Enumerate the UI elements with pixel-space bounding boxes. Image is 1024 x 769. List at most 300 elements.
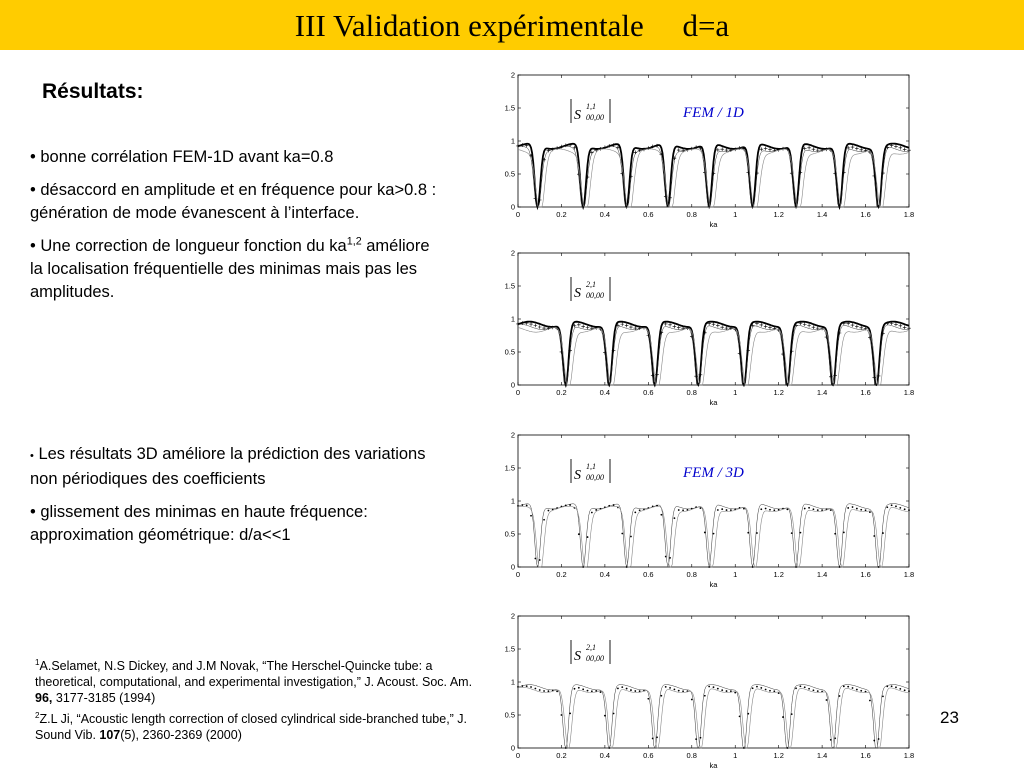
data-point: [691, 699, 693, 701]
data-point: [804, 686, 806, 688]
x-tick-label: 0: [515, 388, 521, 397]
data-point: [760, 508, 762, 510]
data-point: [759, 147, 763, 151]
series-line: [518, 328, 909, 386]
data-point: [526, 685, 528, 687]
data-point: [812, 147, 816, 151]
y-tick-label: 1: [510, 314, 515, 324]
series-line: [518, 687, 909, 748]
data-point: [721, 508, 723, 510]
data-point: [894, 323, 898, 327]
data-point: [682, 690, 684, 692]
data-point: [556, 690, 558, 692]
x-tick-label: 0.8: [686, 570, 697, 579]
data-point: [773, 509, 775, 511]
data-point: [786, 508, 788, 510]
data-point: [581, 325, 585, 329]
data-point: [521, 685, 523, 687]
data-point: [600, 691, 602, 693]
data-point: [899, 324, 903, 328]
x-tick-label: 1.2: [773, 388, 784, 397]
x-tick-label: 0.6: [643, 388, 654, 397]
data-point: [891, 685, 893, 687]
x-tick-label: 0.8: [686, 751, 697, 760]
data-point: [904, 508, 906, 510]
data-point: [629, 325, 633, 329]
data-point: [625, 324, 629, 328]
x-tick-label: 0: [515, 210, 521, 219]
x-tick-label: 0.4: [599, 210, 611, 219]
data-point: [799, 685, 801, 687]
data-point: [660, 695, 662, 697]
data-point: [613, 713, 615, 715]
results-heading: Résultats:: [42, 80, 144, 103]
inset-symbol: S: [574, 468, 581, 483]
data-point: [530, 686, 532, 688]
data-point: [578, 687, 580, 689]
data-point: [668, 323, 672, 327]
data-point: [604, 715, 606, 717]
data-point: [765, 689, 767, 691]
y-tick-label: 0.5: [504, 529, 515, 539]
series-line: [518, 324, 909, 385]
x-tick-label: 1: [733, 388, 738, 397]
data-point: [669, 557, 671, 559]
data-point: [669, 687, 671, 689]
data-point: [720, 147, 724, 151]
data-point: [799, 532, 801, 534]
data-point: [677, 148, 681, 152]
data-point: [843, 532, 845, 534]
series-line: [518, 506, 909, 567]
data-point: [630, 536, 632, 538]
data-point: [852, 506, 854, 508]
x-tick-label: 1.8: [903, 210, 915, 219]
inset-label: [571, 277, 610, 301]
y-tick-label: 1: [510, 136, 515, 146]
data-point: [904, 689, 906, 691]
y-tick-label: 1: [510, 677, 515, 687]
data-point: [717, 509, 719, 511]
data-point: [734, 692, 736, 694]
bullet-item: • Une correction de longueur fonction du ka$^{1,2}$ améliore la localisation fréquentielle des minimas mais pas les amplitudes.: [30, 235, 430, 301]
data-point: [591, 512, 593, 514]
data-point: [678, 690, 680, 692]
x-tick-label: 1.6: [860, 751, 871, 760]
inset-symbol: S: [574, 108, 581, 123]
data-point: [759, 323, 763, 327]
data-point: [764, 147, 768, 151]
data-point: [891, 504, 893, 506]
data-point: [778, 692, 780, 694]
data-point: [534, 558, 536, 560]
x-tick-label: 0: [515, 751, 521, 760]
slide-title: III Validation expérimentale d=a: [294, 8, 730, 43]
inset-label: [571, 459, 610, 483]
x-tick-label: 1.6: [860, 210, 871, 219]
inset-label: [571, 640, 610, 664]
x-tick-label: 0.2: [556, 570, 567, 579]
data-point: [634, 690, 636, 692]
data-point: [543, 519, 545, 521]
data-point: [813, 689, 815, 691]
data-point: [752, 566, 754, 568]
data-point: [695, 738, 697, 740]
data-point: [873, 740, 875, 742]
data-point: [839, 566, 841, 568]
data-point: [812, 325, 816, 329]
data-point: [582, 566, 584, 568]
y-tick-label: 0.5: [504, 347, 515, 357]
data-point: [791, 532, 793, 534]
data-point: [756, 532, 758, 534]
inset-subscript: 00,00: [586, 113, 604, 122]
data-point: [717, 688, 719, 690]
plot-frame: [518, 435, 909, 567]
data-point: [743, 508, 745, 510]
inset-label: [571, 99, 610, 123]
x-tick-label: 0.2: [556, 210, 567, 219]
data-point: [613, 504, 615, 506]
inset-superscript: 1,1: [586, 462, 596, 471]
data-point: [534, 324, 538, 328]
data-point: [574, 688, 576, 690]
x-tick-label: 1.8: [903, 570, 915, 579]
data-point: [860, 509, 862, 511]
data-point: [769, 690, 771, 692]
data-point: [713, 533, 715, 535]
data-point: [803, 322, 807, 326]
data-point: [569, 713, 571, 715]
data-point: [764, 325, 768, 329]
data-point: [561, 714, 563, 716]
inset-superscript: 1,1: [586, 102, 596, 111]
data-point: [886, 506, 888, 508]
data-point: [674, 689, 676, 691]
chart-s11-fem1d: [500, 68, 920, 228]
plot-frame: [518, 616, 909, 748]
data-point: [665, 556, 667, 558]
data-point: [708, 686, 710, 688]
data-point: [534, 688, 536, 690]
x-tick-label: 0.2: [556, 751, 567, 760]
data-point: [826, 699, 828, 701]
data-point: [565, 504, 567, 506]
data-point: [830, 509, 832, 511]
data-point: [834, 737, 836, 739]
data-point: [548, 510, 550, 512]
data-point: [795, 566, 797, 568]
data-point: [895, 686, 897, 688]
y-tick-label: 2: [510, 430, 515, 440]
data-point: [851, 145, 855, 149]
y-tick-label: 0: [510, 743, 515, 753]
data-point: [582, 688, 584, 690]
data-point: [869, 511, 871, 513]
data-point: [700, 737, 702, 739]
data-point: [700, 507, 702, 509]
model-label: FEM / 3D: [683, 465, 744, 481]
reference-item: $^2$Z.L Ji, “Acoustic length correction of closed cylindrical side-branched tube,” J. Sound Vib. 107(5), 2360-2369 (2000): [35, 710, 468, 742]
data-point: [855, 147, 859, 151]
data-point: [595, 509, 597, 511]
data-point: [548, 690, 550, 692]
y-tick-label: 2: [510, 611, 515, 621]
data-point: [704, 532, 706, 534]
inset-symbol: S: [574, 286, 581, 301]
data-point: [903, 325, 907, 329]
data-point: [529, 322, 533, 326]
data-point: [747, 532, 749, 534]
data-point: [516, 144, 520, 148]
x-tick-label: 0.6: [643, 570, 654, 579]
data-point: [565, 747, 567, 749]
inset-superscript: 2,1: [586, 280, 596, 289]
data-point: [526, 505, 528, 507]
data-point: [768, 148, 772, 152]
data-point: [674, 517, 676, 519]
data-point: [656, 736, 658, 738]
data-point: [543, 690, 545, 692]
data-point: [760, 687, 762, 689]
model-label: FEM / 1D: [683, 105, 744, 121]
data-point: [821, 509, 823, 511]
data-point: [830, 739, 832, 741]
data-point: [908, 690, 910, 692]
data-point: [899, 688, 901, 690]
data-point: [786, 747, 788, 749]
x-tick-label: 1.2: [773, 751, 784, 760]
x-tick-label: 0.6: [643, 210, 654, 219]
x-axis-label: ka: [709, 398, 718, 407]
data-point: [813, 508, 815, 510]
x-tick-label: 0.6: [643, 751, 654, 760]
data-point: [704, 695, 706, 697]
y-tick-label: 2: [510, 248, 515, 258]
data-point: [899, 146, 903, 150]
x-tick-label: 0.2: [556, 388, 567, 397]
data-point: [773, 690, 775, 692]
data-point: [851, 323, 855, 327]
data-point: [756, 686, 758, 688]
data-point: [878, 738, 880, 740]
x-tick-label: 1.4: [816, 570, 828, 579]
data-point: [817, 509, 819, 511]
data-point: [860, 690, 862, 692]
data-point: [804, 508, 806, 510]
data-point: [747, 713, 749, 715]
data-point: [781, 147, 785, 151]
x-tick-label: 1: [733, 570, 738, 579]
data-point: [865, 509, 867, 511]
data-point: [795, 687, 797, 689]
chart-s21-fem3d: [500, 609, 920, 769]
data-point: [626, 688, 628, 690]
x-tick-label: 1.8: [903, 751, 915, 760]
chart-s11-fem3d: [500, 428, 920, 588]
data-point: [807, 324, 811, 328]
x-tick-label: 0.4: [599, 570, 611, 579]
x-tick-label: 0.8: [686, 210, 697, 219]
inset-superscript: 2,1: [586, 643, 596, 652]
inset-subscript: 00,00: [586, 654, 604, 663]
data-point: [791, 713, 793, 715]
y-tick-label: 0.5: [504, 710, 515, 720]
data-point: [591, 690, 593, 692]
x-tick-label: 1.2: [773, 210, 784, 219]
data-point: [903, 147, 907, 151]
y-tick-label: 0: [510, 380, 515, 390]
data-point: [665, 686, 667, 688]
x-tick-label: 1: [733, 751, 738, 760]
data-point: [743, 747, 745, 749]
data-point: [855, 325, 859, 329]
data-point: [908, 509, 910, 511]
data-point: [852, 687, 854, 689]
data-point: [516, 322, 520, 326]
data-point: [539, 559, 541, 561]
series-line: [518, 685, 909, 748]
data-point: [521, 504, 523, 506]
data-point: [617, 688, 619, 690]
bullet-list-bottom: [30, 443, 450, 557]
data-point: [708, 566, 710, 568]
plot-frame: [518, 253, 909, 385]
data-point: [569, 504, 571, 506]
data-point: [647, 698, 649, 700]
x-tick-label: 1.6: [860, 570, 871, 579]
reference-item: $^1$A.Selamet, N.S Dickey, and J.M Novak, “The Herschel-Quincke tube: a theoretical, computational, and experimental investigation,” J. Acoust. Soc. Am. 96, 3177-3185 (1994): [35, 657, 473, 705]
x-tick-label: 0.4: [599, 388, 611, 397]
x-axis-label: ka: [709, 761, 718, 769]
chart-s21-fem1d: [500, 246, 920, 406]
y-tick-label: 1: [510, 496, 515, 506]
data-point: [621, 686, 623, 688]
x-tick-label: 1.6: [860, 388, 871, 397]
x-tick-label: 1.8: [903, 388, 915, 397]
data-point: [856, 508, 858, 510]
data-point: [859, 326, 863, 330]
y-tick-label: 0: [510, 562, 515, 572]
data-point: [899, 507, 901, 509]
data-point: [894, 145, 898, 149]
inset-subscript: 00,00: [586, 291, 604, 300]
data-point: [720, 325, 724, 329]
x-tick-label: 1.2: [773, 570, 784, 579]
data-point: [712, 322, 716, 326]
x-axis-label: ka: [709, 580, 718, 589]
data-point: [847, 686, 849, 688]
inset-symbol: S: [574, 649, 581, 664]
bullet-item: • Les résultats 3D améliore la prédiction des variations non périodiques des coefficients: [30, 445, 426, 488]
data-point: [869, 700, 871, 702]
data-point: [630, 689, 632, 691]
data-point: [621, 533, 623, 535]
series-line: [518, 504, 909, 567]
data-point: [660, 514, 662, 516]
data-point: [839, 695, 841, 697]
y-tick-label: 1.5: [504, 281, 515, 291]
data-point: [882, 532, 884, 534]
data-point: [677, 326, 681, 330]
bullet-item: • glissement des minimas en haute fréquence: approximation géométrique: d/a<<1: [30, 503, 368, 544]
y-tick-label: 0.5: [504, 169, 515, 179]
data-point: [577, 323, 581, 327]
data-point: [859, 148, 863, 152]
y-tick-label: 1.5: [504, 644, 515, 654]
data-point: [639, 690, 641, 692]
x-tick-label: 1.4: [816, 388, 828, 397]
data-point: [808, 688, 810, 690]
data-point: [843, 685, 845, 687]
references: [35, 658, 480, 748]
bullet-list-top: [30, 146, 445, 314]
inset-subscript: 00,00: [586, 473, 604, 482]
data-point: [726, 509, 728, 511]
data-point: [782, 716, 784, 718]
x-tick-label: 0.4: [599, 751, 611, 760]
data-point: [538, 325, 542, 329]
x-tick-label: 1.4: [816, 210, 828, 219]
data-point: [878, 566, 880, 568]
data-point: [620, 322, 624, 326]
data-point: [721, 689, 723, 691]
data-point: [895, 505, 897, 507]
bullet-item: • désaccord en amplitude et en fréquence pour ka>0.8 : génération de mode évanescent à l’interface.: [30, 181, 437, 222]
x-tick-label: 1: [733, 210, 738, 219]
data-point: [682, 509, 684, 511]
data-point: [626, 566, 628, 568]
data-point: [807, 146, 811, 150]
series-line: [518, 322, 909, 385]
bullet-item: • bonne corrélation FEM-1D avant ka=0.8: [30, 148, 334, 166]
data-point: [768, 326, 772, 330]
data-point: [587, 536, 589, 538]
data-point: [769, 509, 771, 511]
y-tick-label: 2: [510, 70, 515, 80]
data-point: [765, 508, 767, 510]
data-point: [856, 689, 858, 691]
data-point: [808, 507, 810, 509]
y-tick-label: 1.5: [504, 463, 515, 473]
data-point: [716, 324, 720, 328]
x-tick-label: 1.4: [816, 751, 828, 760]
x-tick-label: 0.8: [686, 388, 697, 397]
data-point: [847, 507, 849, 509]
data-point: [652, 738, 654, 740]
data-point: [634, 151, 638, 155]
data-point: [530, 515, 532, 517]
x-tick-label: 0: [515, 570, 521, 579]
data-point: [586, 326, 590, 330]
data-point: [726, 690, 728, 692]
data-point: [678, 509, 680, 511]
data-point: [713, 686, 715, 688]
page-number: 23: [940, 708, 959, 727]
data-point: [873, 535, 875, 537]
data-point: [587, 690, 589, 692]
data-point: [673, 325, 677, 329]
y-tick-label: 1.5: [504, 103, 515, 113]
x-axis-label: ka: [709, 220, 718, 229]
data-point: [539, 689, 541, 691]
data-point: [639, 509, 641, 511]
data-point: [608, 747, 610, 749]
data-point: [716, 148, 720, 152]
y-tick-label: 0: [510, 202, 515, 212]
data-point: [817, 690, 819, 692]
data-point: [578, 533, 580, 535]
